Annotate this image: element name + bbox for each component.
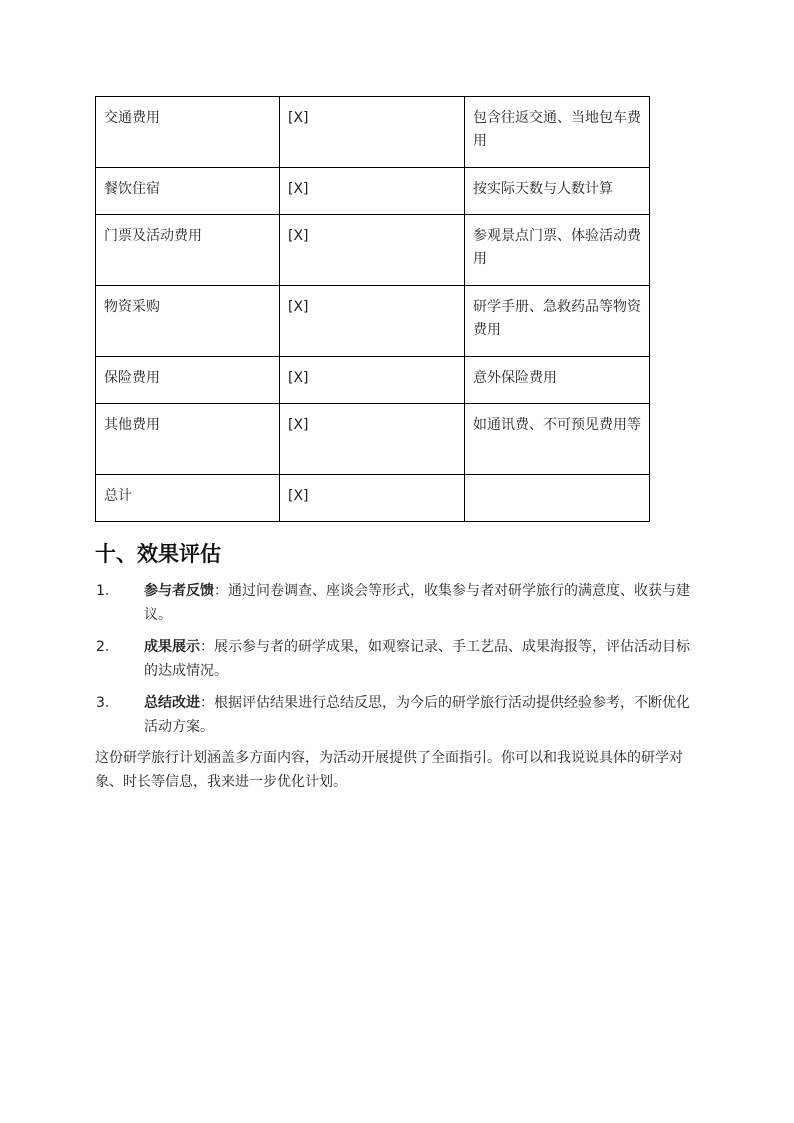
budget-note-cell: 如通讯费、不可预见费用等 [465, 404, 650, 475]
list-item-text: ：根据评估结果进行总结反思，为今后的研学旅行活动提供经验参考，不断优化活动方案。 [144, 695, 690, 735]
budget-note-cell: 包含往返交通、当地包车费用 [465, 97, 650, 168]
budget-note-cell [465, 475, 650, 522]
list-item-title: 成果展示 [144, 639, 200, 655]
budget-note-cell: 参观景点门票、体验活动费用 [465, 215, 650, 286]
section-heading: 十、效果评估 [95, 542, 221, 566]
budget-amount-cell: [X] [280, 404, 465, 475]
budget-table [95, 96, 650, 522]
budget-item-cell: 其他费用 [96, 404, 280, 475]
budget-amount-cell: [X] [280, 475, 465, 522]
budget-amount-cell: [X] [280, 357, 465, 404]
budget-amount-cell: [X] [280, 286, 465, 357]
table-row [96, 286, 650, 357]
table-row [96, 168, 650, 215]
table-row [96, 215, 650, 286]
table-row [96, 475, 650, 522]
budget-amount-cell: [X] [280, 168, 465, 215]
list-number: 1. [96, 583, 110, 599]
budget-item-cell: 交通费用 [96, 97, 280, 168]
list-number: 2. [96, 639, 110, 655]
list-item [95, 579, 700, 627]
budget-item-cell: 门票及活动费用 [96, 215, 280, 286]
table-row [96, 357, 650, 404]
list-item [95, 635, 700, 683]
budget-amount-cell: [X] [280, 97, 465, 168]
list-item [95, 691, 700, 739]
budget-item-cell: 总计 [96, 475, 280, 522]
list-item-title: 参与者反馈 [144, 583, 214, 599]
budget-note-cell: 研学手册、急救药品等物资费用 [465, 286, 650, 357]
list-item-text: ：通过问卷调查、座谈会等形式，收集参与者对研学旅行的满意度、收获与建议。 [144, 583, 690, 623]
budget-note-cell: 意外保险费用 [465, 357, 650, 404]
list-item-text: ：展示参与者的研学成果，如观察记录、手工艺品、成果海报等，评估活动目标的达成情况。 [144, 639, 690, 679]
budget-item-cell: 餐饮住宿 [96, 168, 280, 215]
list-number: 3. [96, 695, 110, 711]
budget-note-cell: 按实际天数与人数计算 [465, 168, 650, 215]
budget-item-cell: 物资采购 [96, 286, 280, 357]
table-row [96, 404, 650, 475]
list-item-title: 总结改进 [144, 695, 200, 711]
evaluation-list [95, 579, 700, 747]
budget-item-cell: 保险费用 [96, 357, 280, 404]
summary-paragraph: 这份研学旅行计划涵盖多方面内容，为活动开展提供了全面指引。你可以和我说说具体的研学对象、时长等信息，我来进一步优化计划。 [95, 750, 683, 790]
table-row [96, 97, 650, 168]
budget-amount-cell: [X] [280, 215, 465, 286]
